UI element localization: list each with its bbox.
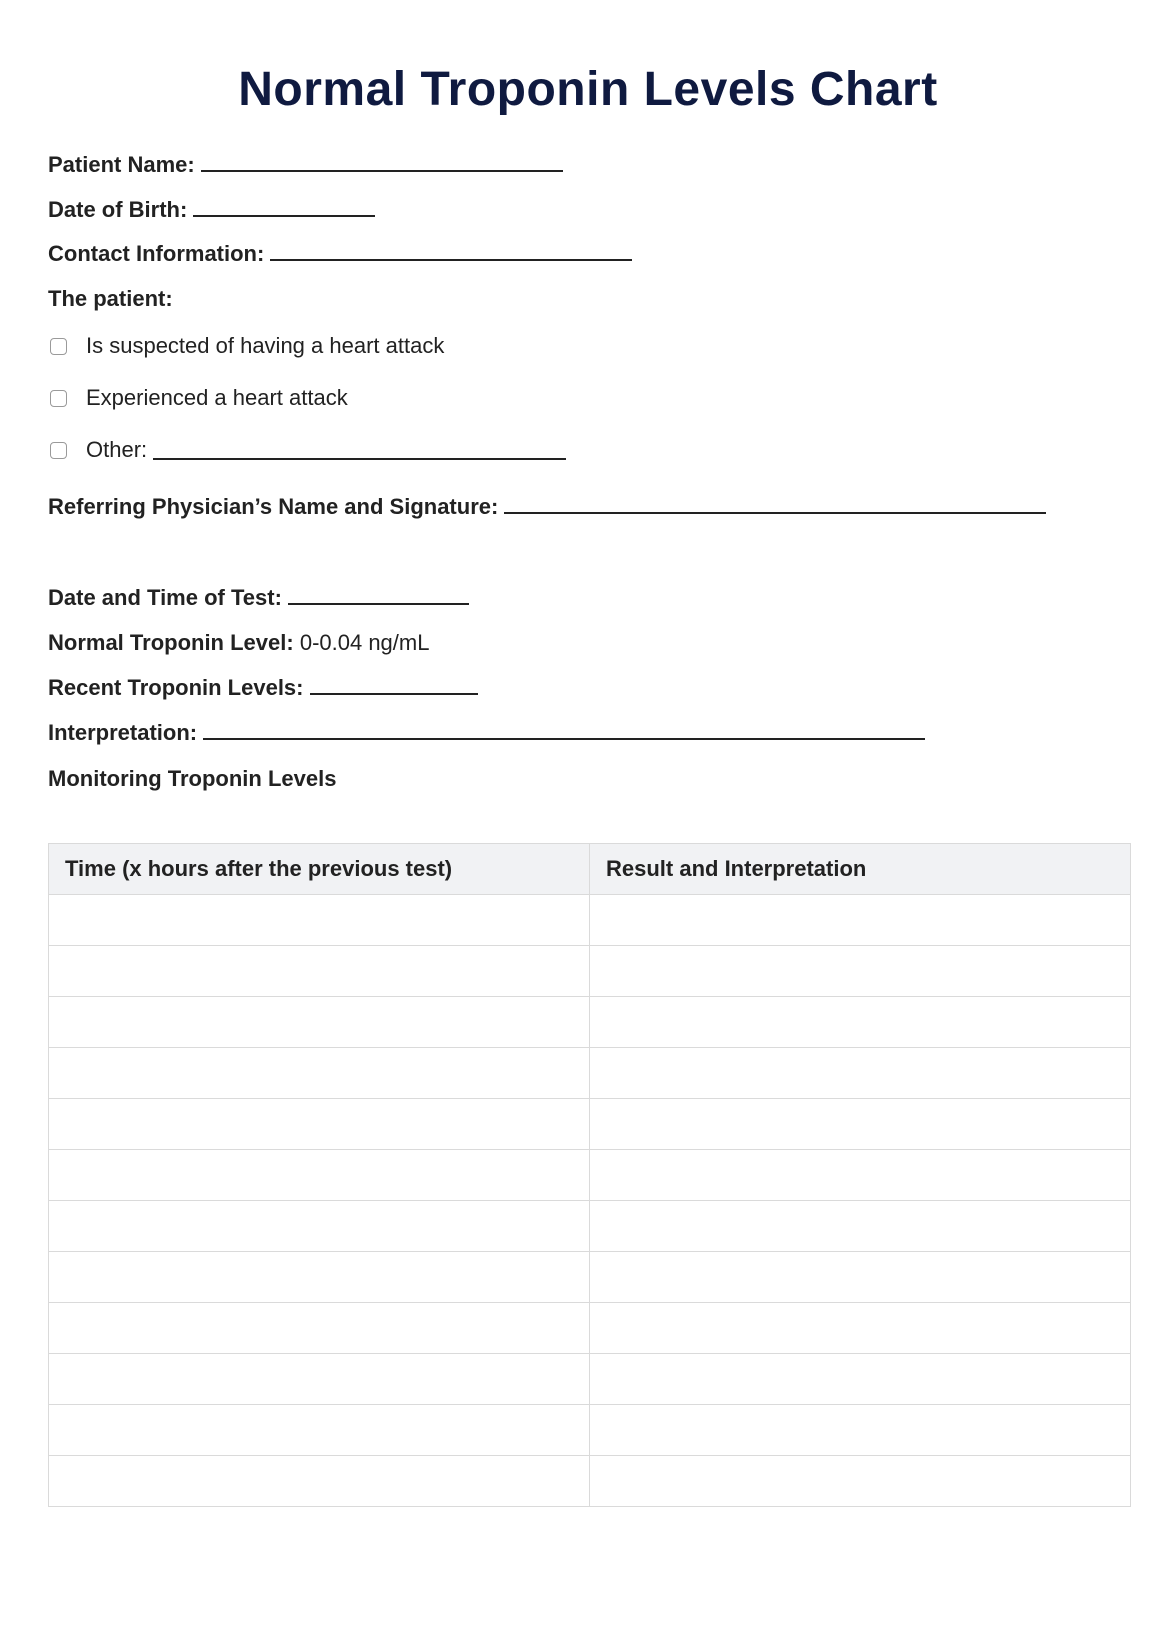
table-row	[49, 1048, 1131, 1099]
time-cell[interactable]	[49, 1303, 590, 1354]
result-cell[interactable]	[590, 1252, 1131, 1303]
patient-name-field	[48, 151, 563, 179]
table-row	[49, 1405, 1131, 1456]
result-cell[interactable]	[590, 1048, 1131, 1099]
recent-levels-blank[interactable]	[310, 675, 478, 695]
normal-level-field	[48, 629, 429, 657]
the-patient-label: The patient:	[48, 286, 173, 311]
table-row	[49, 997, 1131, 1048]
time-cell[interactable]	[49, 1048, 590, 1099]
monitoring-heading	[48, 765, 336, 793]
test-datetime-field	[48, 584, 469, 612]
time-cell[interactable]	[49, 997, 590, 1048]
result-cell[interactable]	[590, 1405, 1131, 1456]
contact-blank[interactable]	[270, 241, 632, 261]
table-header-row	[49, 844, 1131, 895]
physician-label: Referring Physician’s Name and Signature:	[48, 494, 499, 519]
test-datetime-blank[interactable]	[288, 585, 469, 605]
result-cell[interactable]	[590, 997, 1131, 1048]
table-row	[49, 1201, 1131, 1252]
checkbox-experienced[interactable]	[50, 390, 67, 407]
result-cell[interactable]	[590, 895, 1131, 946]
table-row	[49, 1456, 1131, 1507]
dob-blank[interactable]	[193, 197, 375, 217]
checkbox-other-row[interactable]	[50, 436, 566, 464]
dob-field	[48, 196, 375, 224]
table-row	[49, 946, 1131, 997]
table-row	[49, 1099, 1131, 1150]
interpretation-field	[48, 719, 925, 747]
result-cell[interactable]	[590, 1303, 1131, 1354]
time-cell[interactable]	[49, 1150, 590, 1201]
checkbox-suspected-label: Is suspected of having a heart attack	[86, 333, 445, 358]
recent-levels-label: Recent Troponin Levels:	[48, 675, 304, 700]
result-cell[interactable]	[590, 1099, 1131, 1150]
time-cell[interactable]	[49, 946, 590, 997]
time-cell[interactable]	[49, 1099, 590, 1150]
page-title: Normal Troponin Levels Chart	[238, 63, 938, 116]
checkbox-other-label: Other:	[86, 437, 148, 462]
table-row	[49, 1150, 1131, 1201]
time-cell[interactable]	[49, 1252, 590, 1303]
time-cell[interactable]	[49, 1456, 590, 1507]
result-cell[interactable]	[590, 1150, 1131, 1201]
time-cell[interactable]	[49, 1201, 590, 1252]
patient-name-blank[interactable]	[201, 152, 563, 172]
checkbox-other[interactable]	[50, 442, 67, 459]
physician-blank[interactable]	[504, 494, 1046, 514]
result-cell[interactable]	[590, 1354, 1131, 1405]
column-header-result: Result and Interpretation	[590, 844, 1131, 895]
time-cell[interactable]	[49, 895, 590, 946]
time-cell[interactable]	[49, 1354, 590, 1405]
result-cell[interactable]	[590, 946, 1131, 997]
table-row	[49, 1303, 1131, 1354]
monitoring-heading-label: Monitoring Troponin Levels	[48, 766, 337, 791]
result-cell[interactable]	[590, 1456, 1131, 1507]
physician-field	[48, 493, 1046, 521]
normal-level-value: 0-0.04 ng/mL	[299, 630, 430, 655]
recent-levels-field	[48, 674, 478, 702]
result-cell[interactable]	[590, 1201, 1131, 1252]
table-row	[49, 1252, 1131, 1303]
column-header-time: Time (x hours after the previous test)	[49, 844, 590, 895]
normal-level-label: Normal Troponin Level:	[48, 630, 294, 655]
interpretation-blank[interactable]	[203, 720, 925, 740]
other-blank[interactable]	[153, 440, 566, 460]
contact-label: Contact Information:	[48, 241, 265, 266]
dob-label: Date of Birth:	[48, 197, 188, 222]
checkbox-experienced-row[interactable]	[50, 384, 348, 412]
interpretation-label: Interpretation:	[48, 720, 198, 745]
table-row	[49, 1354, 1131, 1405]
monitoring-table	[48, 843, 1131, 1507]
checkbox-suspected[interactable]	[50, 338, 67, 355]
checkbox-suspected-row[interactable]	[50, 332, 444, 360]
contact-field	[48, 240, 632, 268]
the-patient-heading	[48, 285, 173, 313]
test-datetime-label: Date and Time of Test:	[48, 585, 282, 610]
checkbox-experienced-label: Experienced a heart attack	[86, 385, 348, 410]
table-row	[49, 895, 1131, 946]
patient-name-label: Patient Name:	[48, 152, 195, 177]
time-cell[interactable]	[49, 1405, 590, 1456]
table-body	[49, 895, 1131, 1507]
